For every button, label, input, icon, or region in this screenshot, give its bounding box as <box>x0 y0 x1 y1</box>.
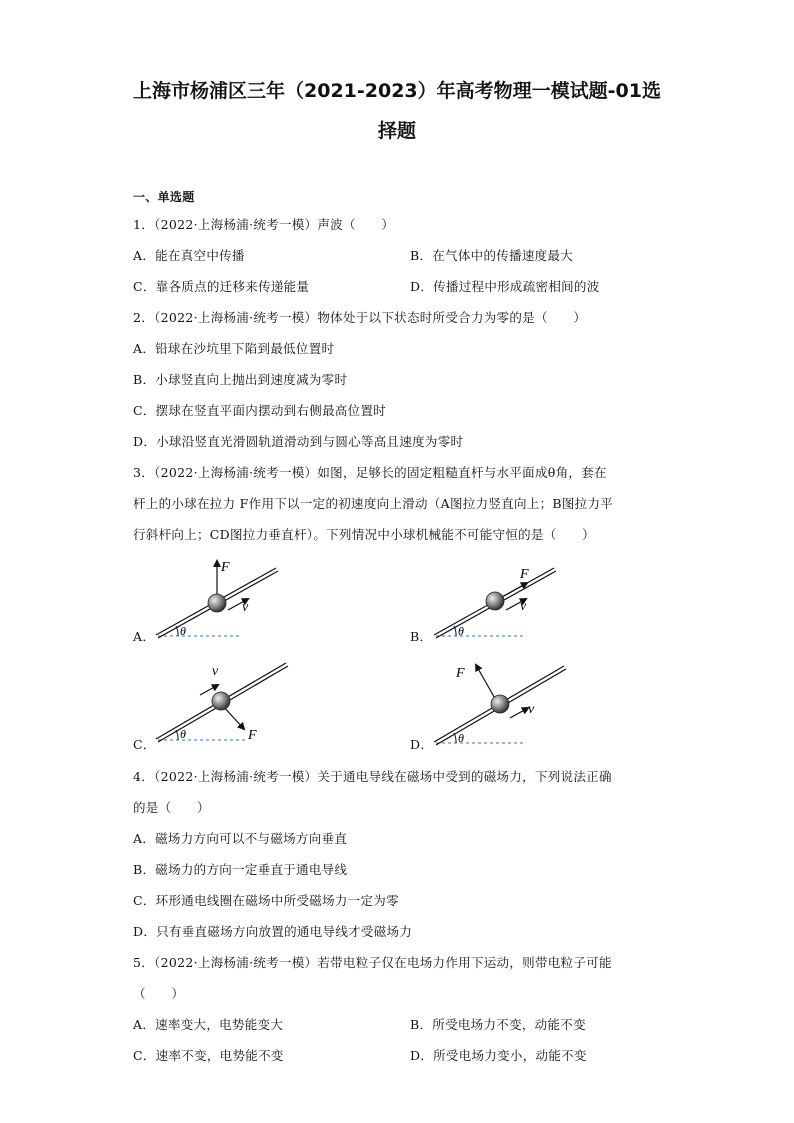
theta-label: θ <box>180 624 186 638</box>
angle-arc <box>176 730 178 740</box>
section-heading: 一、单选题 <box>133 190 195 204</box>
force-label: F <box>248 728 257 743</box>
question-5-stem-line-2: （ ） <box>133 986 185 1001</box>
force-label: F <box>520 567 529 582</box>
question-3-option-c: C． <box>133 737 156 752</box>
diagram-d <box>428 655 578 750</box>
velocity-label: v <box>212 664 219 679</box>
question-4-option-a: A．磁场力方向可以不与磁场方向垂直 <box>133 831 348 846</box>
question-3-option-b: B． <box>410 629 433 644</box>
angle-arc <box>454 733 456 743</box>
force-arrow <box>476 665 497 702</box>
question-2-option-d: D．小球沿竖直光滑圆轨道滑动到与圆心等高且速度为零时 <box>133 434 464 449</box>
diagram-b <box>428 555 568 645</box>
question-1-option-c: C．靠各质点的迁移来传递能量 <box>133 279 310 294</box>
question-5-option-d: D．所受电场力变小，动能不变 <box>410 1048 587 1063</box>
question-4-option-b: B．磁场力的方向一定垂直于通电导线 <box>133 862 348 877</box>
question-3-stem-line-2: 杆上的小球在拉力 F作用下以一定的初速度向上滑动（A图拉力竖直向上；B图拉力平 <box>133 496 614 511</box>
question-1-option-b: B．在气体中的传播速度最大 <box>410 248 574 263</box>
velocity-label: v <box>528 702 535 717</box>
question-5-option-c: C．速率不变，电势能不变 <box>133 1048 284 1063</box>
diagram-c <box>150 655 290 750</box>
question-5-stem-line-1: 5．（2022·上海杨浦·统考一模）若带电粒子仅在电场力作用下运动，则带电粒子可能 <box>133 955 612 970</box>
ball <box>491 695 509 713</box>
force-label: F <box>221 560 230 575</box>
question-2-option-b: B．小球竖直向上抛出到速度减为零时 <box>133 372 348 387</box>
question-4-option-d: D．只有垂直磁场方向放置的通电导线才受磁场力 <box>133 924 413 939</box>
question-3-option-d: D． <box>410 737 434 752</box>
ball <box>212 692 230 710</box>
question-3-stem-line-1: 3．（2022·上海杨浦·统考一模）如图，足够长的固定粗糙直杆与水平面成θ角，套在 <box>133 465 607 480</box>
question-1-stem: 1．（2022·上海杨浦·统考一模）声波（ ） <box>133 217 395 232</box>
question-4-stem-line-2: 的是（ ） <box>133 800 210 815</box>
velocity-label: v <box>520 599 527 614</box>
velocity-label: v <box>242 600 249 615</box>
question-5-option-b: B．所受电场力不变，动能不变 <box>410 1017 586 1032</box>
theta-label: θ <box>458 624 464 638</box>
diagram-a <box>150 555 290 645</box>
question-1-option-a: A．能在真空中传播 <box>133 248 245 263</box>
document-title-line-2: 择题 <box>377 120 416 142</box>
theta-label: θ <box>180 727 186 741</box>
question-2-option-a: A．铅球在沙坑里下陷到最低位置时 <box>133 341 335 356</box>
theta-label: θ <box>458 731 464 745</box>
question-1-option-d: D．传播过程中形成疏密相间的波 <box>410 279 600 294</box>
force-label: F <box>456 666 465 681</box>
question-4-stem-line-1: 4．（2022·上海杨浦·统考一模）关于通电导线在磁场中受到的磁场力，下列说法正确 <box>133 769 612 784</box>
question-2-stem: 2．（2022·上海杨浦·统考一模）物体处于以下状态时所受合力为零的是（ ） <box>133 310 587 325</box>
velocity-arrow <box>200 685 218 695</box>
question-3-option-a: A． <box>133 629 156 644</box>
document-title-line-1: 上海市杨浦区三年（2021-2023）年高考物理一模试题-01选 <box>133 80 661 102</box>
ball <box>208 594 226 612</box>
velocity-arrow <box>510 708 528 718</box>
question-5-option-a: A．速率变大，电势能变大 <box>133 1017 284 1032</box>
question-4-option-c: C．环形通电线圈在磁场中所受磁场力一定为零 <box>133 893 399 908</box>
question-2-option-c: C．摆球在竖直平面内摆动到右侧最高位置时 <box>133 403 387 418</box>
question-3-stem-line-3: 行斜杆向上；CD图拉力垂直杆）。下列情况中小球机械能不可能守恒的是（ ） <box>133 527 595 542</box>
force-arrow <box>502 583 527 597</box>
ball <box>486 592 504 610</box>
